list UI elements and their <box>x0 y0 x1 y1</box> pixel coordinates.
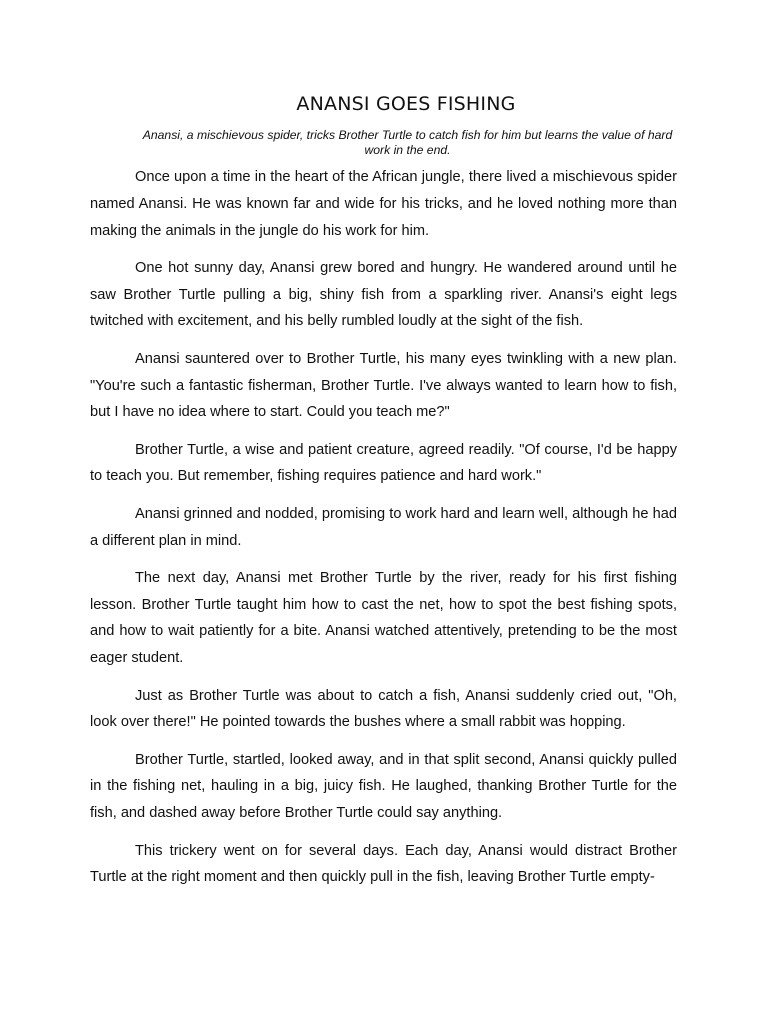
story-paragraph: Anansi sauntered over to Brother Turtle, his many eyes twinkling with a new plan. "You're such a fantastic fisherman, Brother Turtle. I've always wanted to learn how to fish, but I have no idea where to start. Could you teach me?" <box>90 350 677 421</box>
document-subtitle: Anansi, a mischievous spider, tricks Brother Turtle to catch fish for him but learns the value of hard work in the end. <box>142 128 673 157</box>
document-title: ANANSI GOES FISHING <box>296 93 516 115</box>
story-paragraph: Brother Turtle, a wise and patient creature, agreed readily. "Of course, I'd be happy to teach you. But remember, fishing requires patience and hard work." <box>90 441 677 485</box>
story-paragraph: Anansi grinned and nodded, promising to work hard and learn well, although he had a different plan in mind. <box>90 505 677 549</box>
story-paragraph: One hot sunny day, Anansi grew bored and hungry. He wandered around until he saw Brother Turtle pulling a big, shiny fish from a sparkling river. Anansi's eight legs twitched with excitement, and his belly rumbled loudly at the sight of the fish. <box>90 259 677 330</box>
story-paragraph: Once upon a time in the heart of the African jungle, there lived a mischievous spider named Anansi. He was known far and wide for his tricks, and he loved nothing more than making the animals in the jungle do his work for him. <box>90 169 677 239</box>
story-paragraph: Just as Brother Turtle was about to catch a fish, Anansi suddenly cried out, "Oh, look over there!" He pointed towards the bushes where a small rabbit was hopping. <box>90 687 677 731</box>
story-paragraph: The next day, Anansi met Brother Turtle by the river, ready for his first fishing lesson. Brother Turtle taught him how to cast the net, how to spot the best fishing spots, and how to wait patiently for a bite. Anansi watched attentively, pretending to be the most eager student. <box>90 569 677 667</box>
story-paragraph: This trickery went on for several days. Each day, Anansi would distract Brother Turtle at the right moment and then quickly pull in the fish, leaving Brother Turtle empty- <box>90 842 677 886</box>
story-paragraph: Brother Turtle, startled, looked away, and in that split second, Anansi quickly pulled in the fishing net, hauling in a big, juicy fish. He laughed, thanking Brother Turtle for the fish, and dashed away before Brother Turtle could say anything. <box>90 751 677 822</box>
story-body <box>90 164 677 902</box>
